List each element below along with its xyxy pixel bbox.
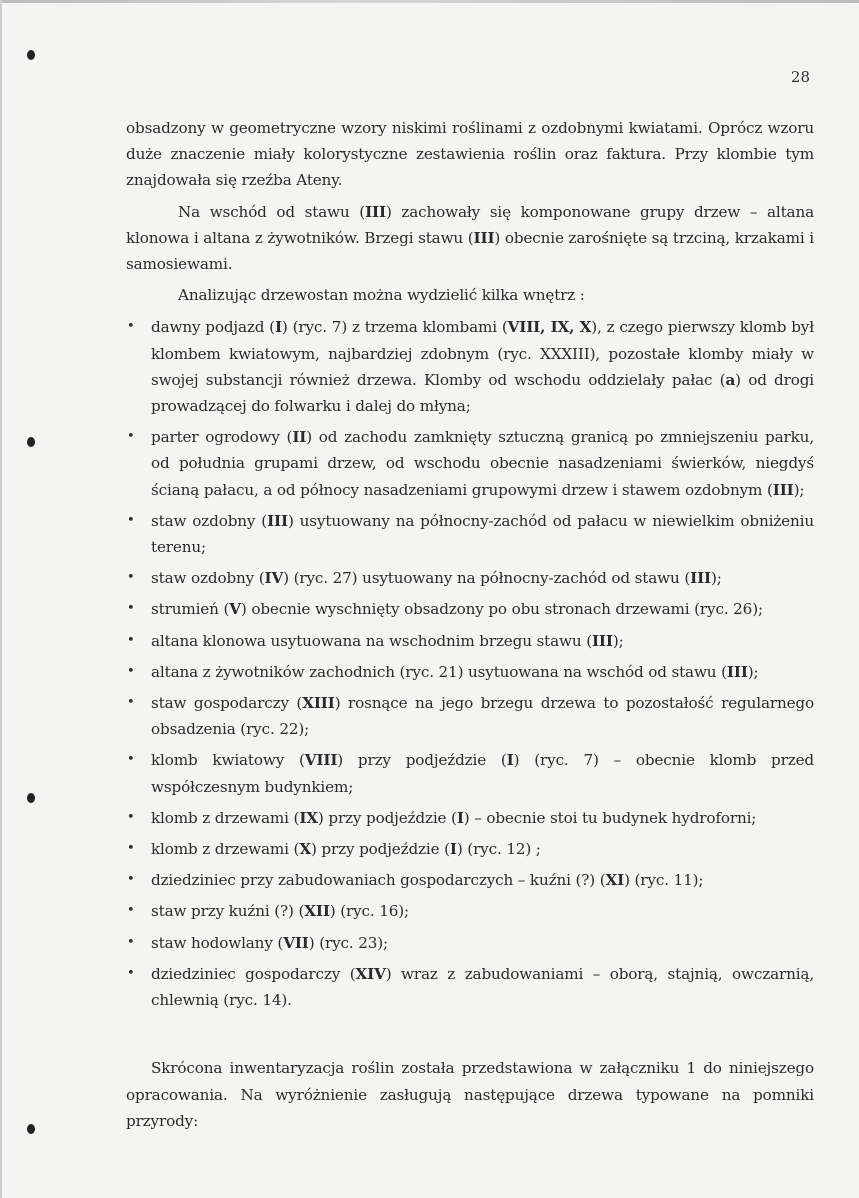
binding-hole-3 <box>27 793 35 803</box>
list-item <box>126 930 814 956</box>
list-item-text: strumień (V) obecnie wyschnięty obsadzony po obu stronach drzewami (ryc. 26); <box>151 600 763 619</box>
list-item <box>126 424 814 503</box>
bullet-icon: • <box>127 841 135 857</box>
list-item <box>126 596 814 622</box>
list-item <box>126 628 814 654</box>
page-top-edge <box>0 0 859 3</box>
bullet-icon: • <box>127 632 135 648</box>
list-item-text: klomb z drzewami (X) przy podjeździe (I) (ryc. 12) ; <box>151 840 541 859</box>
list-item-text: staw gospodarczy (XIII) rosnące na jego brzegu drzewa to pozostałość regularnego obsadzenia (ryc. 22); <box>151 694 814 739</box>
bullet-icon: • <box>127 601 135 617</box>
page-number: 28 <box>790 68 810 86</box>
list-item <box>126 836 814 862</box>
bullet-icon: • <box>127 429 135 445</box>
list-item <box>126 747 814 799</box>
list-item <box>126 898 814 924</box>
list-item <box>126 508 814 560</box>
page-left-edge <box>0 0 2 1198</box>
list-item-text: staw ozdobny (IV) (ryc. 27) usytuowany na północny-zachód od stawu (III); <box>151 569 722 588</box>
list-item-text: klomb kwiatowy (VIII) przy podjeździe (I) (ryc. 7) – obecnie klomb przed współczesnym budynkiem; <box>151 751 814 796</box>
paragraph-continuation: obsadzony w geometryczne wzory niskimi roślinami z ozdobnymi kwiatami. Oprócz wzoru duże znaczenie miały kolorystyczne zestawienia roślin oraz faktura. Przy klombie tym znajdowała się rzeźba Ateny. <box>126 119 814 190</box>
interiors-list <box>126 314 814 1013</box>
binding-hole-1 <box>27 50 35 60</box>
bullet-icon: • <box>127 934 135 950</box>
bullet-icon: • <box>127 752 135 768</box>
list-item-text: klomb z drzewami (IX) przy podjeździe (I) – obecnie stoi tu budynek hydroforni; <box>151 808 757 827</box>
list-item-text: staw przy kuźni (?) (XII) (ryc. 16); <box>151 902 410 921</box>
document-body <box>126 115 814 1134</box>
list-item-text: staw ozdobny (III) usytuowany na północny-zachód od pałacu w niewielkim obniżeniu terenu; <box>151 511 814 557</box>
list-item <box>126 961 814 1013</box>
binding-hole-2 <box>27 437 35 447</box>
bullet-icon: • <box>127 903 135 919</box>
list-item-text: dziedziniec gospodarczy (XIV) wraz z zabudowaniami – oborą, stajnią, owczarnią, chlewnią (ryc. 14). <box>151 964 815 1010</box>
bullet-icon: • <box>127 570 135 586</box>
bullet-icon: • <box>127 809 135 825</box>
bullet-icon: • <box>127 319 135 335</box>
paragraph-intro-list: Analizując drzewostan można wydzielić kilka wnętrz : <box>178 286 585 305</box>
bullet-icon: • <box>127 872 135 888</box>
list-item-text: dawny podjazd (I) (ryc. 7) z trzema klombami (VIII, IX, X), z czego pierwszy klomb był klombem kwiatowym, najbardziej zdobnym (ryc. XXXIII), pozostałe klomby miały w swojej substancji również drzewa. Klomby od wschodu oddzielały pałac (a) od drogi prowadzącej do folwarku i dalej do młyna; <box>151 318 815 416</box>
bullet-icon: • <box>127 965 135 981</box>
list-item <box>126 565 814 591</box>
binding-hole-4 <box>27 1124 35 1134</box>
list-item <box>126 867 814 893</box>
paragraph-east-of-pond: Na wschód od stawu (III) zachowały się komponowane grupy drzew – altana klonowa i altana z żywotników. Brzegi stawu (III) obecnie zarośnięte są trzciną, krzakami i samosiewami. <box>126 202 814 274</box>
bullet-icon: • <box>127 695 135 711</box>
list-item <box>126 659 814 685</box>
list-item <box>126 690 814 742</box>
list-item-text: staw hodowlany (VII) (ryc. 23); <box>151 933 388 952</box>
paragraph-closing: Skrócona inwentaryzacja roślin została przedstawiona w załączniku 1 do niniejszego opracowania. Na wyróżnienie zasługują następujące drzewa typowane na pomniki przyrody: <box>126 1059 814 1130</box>
list-item-text: parter ogrodowy (II) od zachodu zamknięty sztuczną granicą po zmniejszeniu parku, od południa grupami drzew, od wschodu obecnie nasadzeniami świerków, niegdyś ścianą pałacu, a od północy nasadzeniami grupowymi drzew i stawem ozdobnym (III); <box>151 428 814 499</box>
bullet-icon: • <box>127 512 135 528</box>
list-item <box>126 314 814 419</box>
list-item-text: altana klonowa usytuowana na wschodnim brzegu stawu (III); <box>151 631 624 650</box>
list-item <box>126 805 814 831</box>
list-item-text: dziedziniec przy zabudowaniach gospodarczych – kuźni (?) (XI) (ryc. 11); <box>151 871 704 890</box>
bullet-icon: • <box>127 663 135 679</box>
list-item-text: altana z żywotników zachodnich (ryc. 21) usytuowana na wschód od stawu (III); <box>151 662 759 681</box>
